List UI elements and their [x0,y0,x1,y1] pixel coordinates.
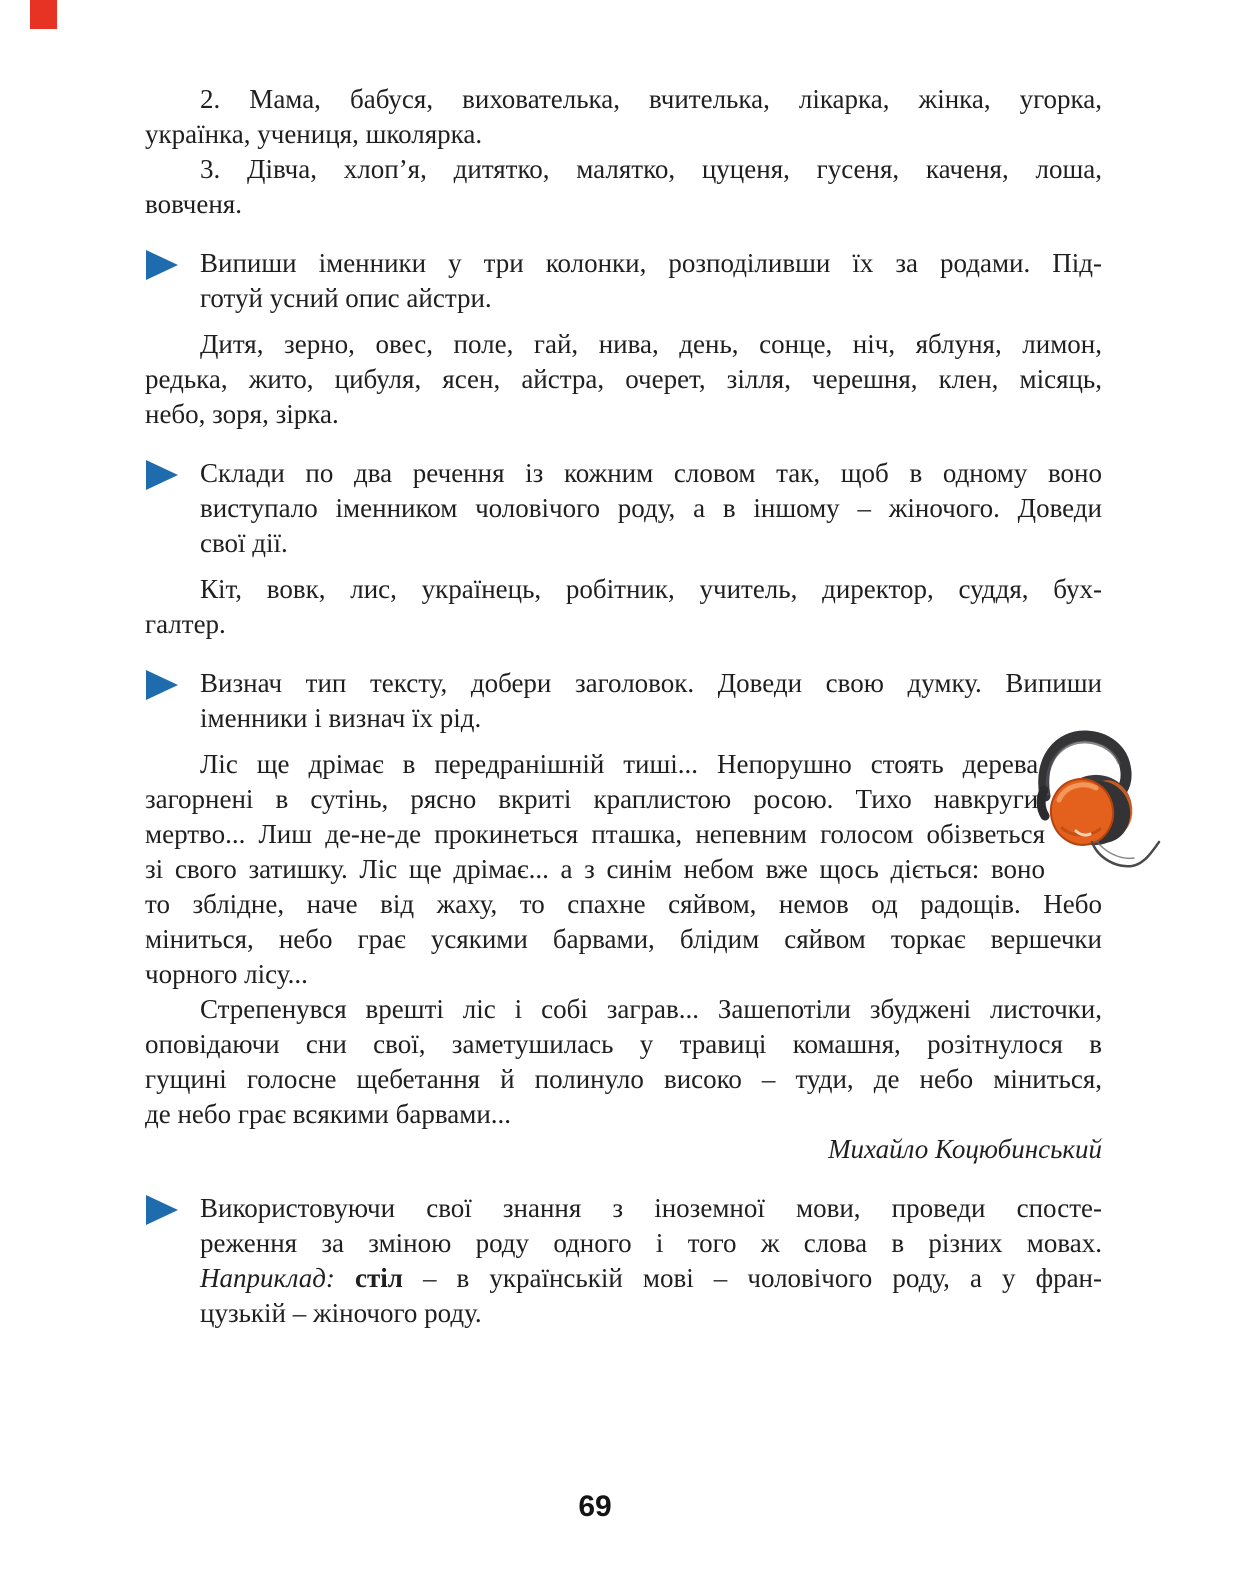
exercise-text [200,1191,1102,1331]
exercise-2 [145,456,1102,561]
text-line: де небо грає всякими барвами... [145,1099,512,1129]
text-line: Склади по два речення із кожним словом так, щоб в одному воно [200,458,1102,488]
text-line: загорнені в сутінь, рясно вкриті краплистою росою. Тихо навкруги, [145,784,1045,814]
text-line: Кіт, вовк, лис, українець, робітник, учитель, директор, суддя, бух- [200,574,1102,604]
example-label: Наприклад: [200,1263,355,1293]
text-line: іменники і визнач їх рід. [200,703,482,733]
text-line [200,1261,1102,1296]
text-line: мертво... Лиш де-не-де прокинеться пташка, непевним голосом обізветься [145,819,1045,849]
story-paragraph-2 [145,992,1102,1132]
text-line: свої дії. [200,528,288,558]
text-line: галтер. [145,609,226,639]
text-line: українка, учениця, школярка. [145,119,483,149]
text-line: чорного лісу... [145,959,308,989]
text-line: готуй усний опис айстри. [200,283,492,313]
exercise-arrow-icon [145,246,200,316]
text-line: вовченя. [145,189,242,219]
text-line: зі свого затишку. Ліс ще дрімає... а з синім небом вже щось діється: воно [145,854,1045,884]
example-word: стіл [355,1263,403,1293]
word-list-1 [145,327,1102,432]
exercise-text [200,666,1102,736]
exercise-arrow-icon [145,456,200,561]
headphones-icon [1032,728,1162,878]
text-line: Дитя, зерно, овес, поле, гай, нива, день, сонце, ніч, яблуня, лимон, [200,329,1102,359]
list-item-2 [145,82,1102,152]
author-credit: Михайло Коцюбинський [828,1134,1102,1164]
text-line: виступало іменником чоловічого роду, а в іншому – жіночого. Доведи [200,493,1102,523]
text-line: оповідаючи сни свої, заметушилась у травиці комашня, розітнулося в [145,1029,1102,1059]
text-line: гущині голосне щебетання й полинуло високо – туди, де небо міниться, [145,1064,1102,1094]
text-line: реження за зміною роду одного і того ж слова в різних мовах. [200,1228,1102,1258]
text-line: міниться, небо грає усякими барвами, блідим сяйвом торкає вершечки [145,924,1102,954]
corner-tab [30,0,57,29]
example-rest: – в українській мові – чоловічого роду, а у фран- [402,1263,1102,1293]
story-paragraph-1 [145,747,1102,992]
exercise-text [200,456,1102,561]
text-line: Випиши іменники у три колонки, розподіливши їх за родами. Під- [200,248,1102,278]
text-line: редька, жито, цибуля, ясен, айстра, очерет, зілля, черешня, клен, місяць, [145,364,1102,394]
text-line: Використовуючи свої знання з іноземної мови, проведи спосте- [200,1193,1102,1223]
word-list-2 [145,572,1102,642]
exercise-1 [145,246,1102,316]
exercise-arrow-icon [145,666,200,736]
text-line: Визнач тип тексту, добери заголовок. Доведи свою думку. Випиши [200,668,1102,698]
text-line: 3. Дівча, хлоп’я, дитятко, малятко, цуценя, гусеня, каченя, лоша, [200,154,1102,184]
page-number: 69 [578,1490,612,1523]
exercise-arrow-icon [145,1191,200,1331]
exercise-text [200,246,1102,316]
text-line: то зблідне, наче від жаху, то спахне сяйвом, немов од радощів. Небо [145,889,1102,919]
list-item-3 [145,152,1102,222]
text-line: 2. Мама, бабуся, вихователька, вчителька, лікарка, жінка, угорка, [200,84,1102,114]
text-line: Ліс ще дрімає в передранішній тиші... Непорушно стоять дерева, [200,749,1045,779]
exercise-3 [145,666,1102,736]
text-line: цузькій – жіночого роду. [200,1298,482,1328]
text-line: Стрепенувся врешті ліс і собі заграв... Зашепотіли збуджені листочки, [200,994,1102,1024]
exercise-4 [145,1191,1102,1331]
text-line: небо, зоря, зірка. [145,399,339,429]
